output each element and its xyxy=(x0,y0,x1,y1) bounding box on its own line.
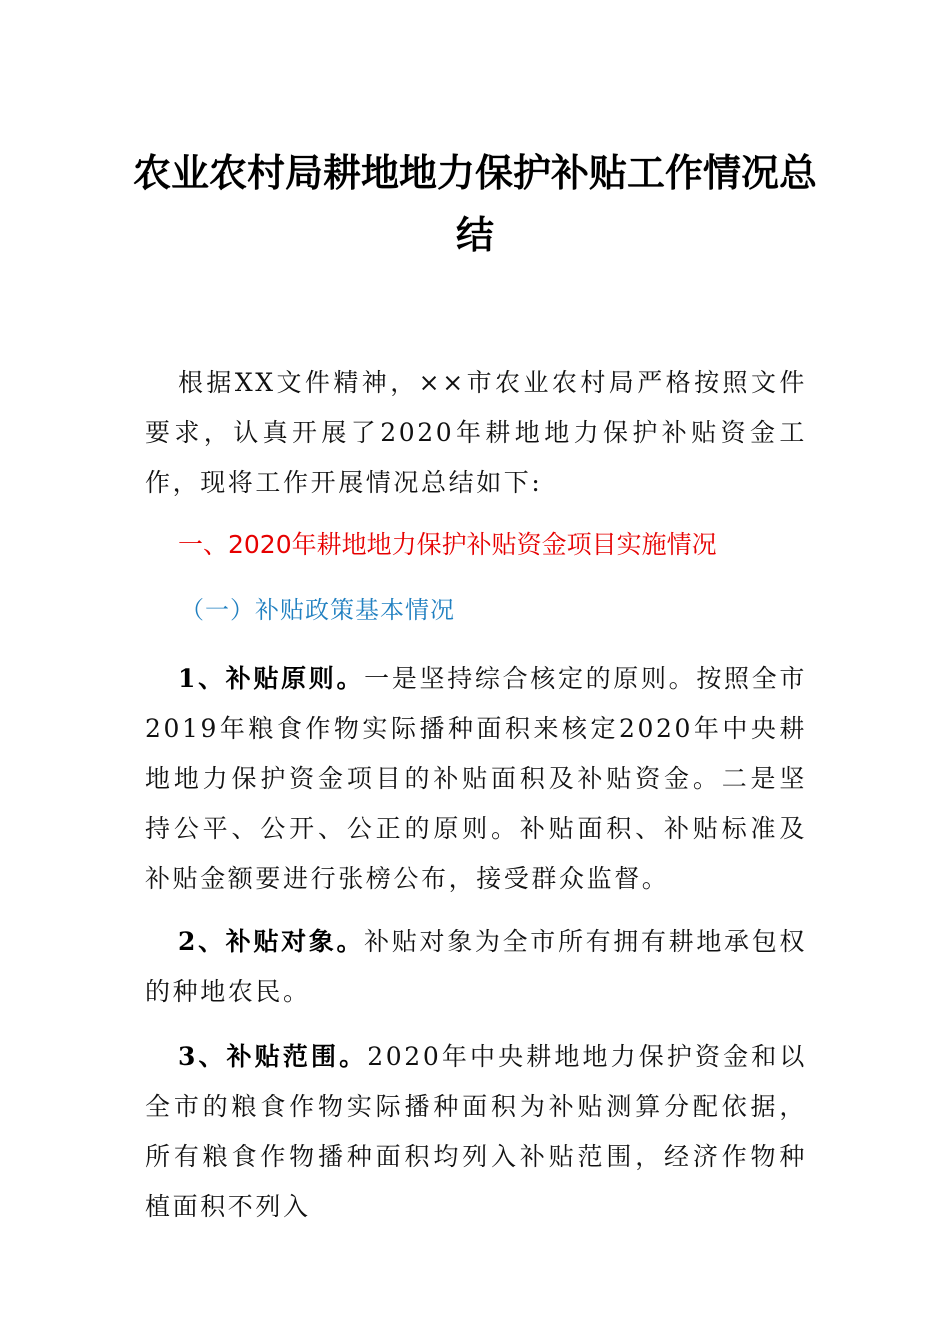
paragraph-lead: 3、补贴范围。 xyxy=(178,1042,368,1071)
subsection-heading: （一）补贴政策基本情况 xyxy=(180,596,455,624)
document-title: 农业农村局耕地地力保护补贴工作情况总结 xyxy=(132,150,817,257)
paragraph-lead: 1、补贴原则。 xyxy=(178,664,365,693)
paragraph-subsidy-target xyxy=(145,917,807,1017)
paragraph-body: 一是坚持综合核定的原则。按照全市2019年粮食作物实际播种面积来核定2020年中央耕地地力保护资金项目的补贴面积及补贴资金。二是坚持公平、公开、公正的原则。补贴面积、补贴标准及补贴金额要进行张榜公布，接受群众监督。 xyxy=(145,664,807,893)
intro-paragraph: 根据XX文件精神，××市农业农村局严格按照文件要求，认真开展了2020年耕地地力保护补贴资金工作，现将工作开展情况总结如下: xyxy=(145,368,807,497)
paragraph-subsidy-scope xyxy=(145,1032,807,1232)
paragraph-lead: 2、补贴对象。 xyxy=(178,927,365,956)
section-heading: 一、2020年耕地地力保护补贴资金项目实施情况 xyxy=(178,530,717,559)
paragraph-subsidy-principle xyxy=(145,654,807,904)
paragraph-body: 补贴对象为全市所有拥有耕地承包权的种地农民。 xyxy=(145,927,807,1006)
paragraph-body: 2020年中央耕地地力保护资金和以全市的粮食作物实际播种面积为补贴测算分配依据，所有粮食作物播种面积均列入补贴范围，经济作物种植面积不列入 xyxy=(145,1042,807,1221)
